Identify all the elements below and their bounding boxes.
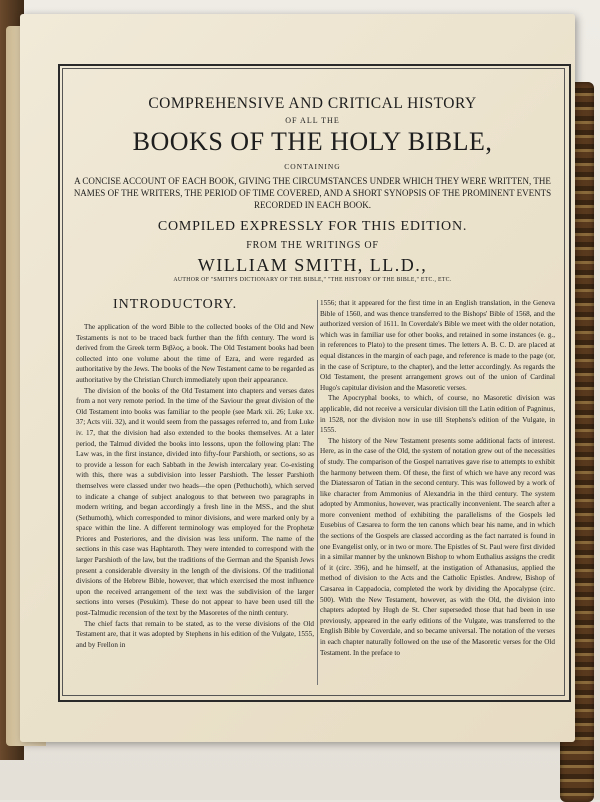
paragraph: The Apocryphal books, to which, of course, no Masoretic division was applicable, did not receive a versicular division till the Latin edition of Pagninus, in 1528, nor the division now in use till Stephens's edition of the Vulgate, in 1555. xyxy=(320,394,555,435)
paragraph: The history of the New Testament presents some additional facts of interest. Here, as in the case of the Old, the system of notation grew out of the necessities of study. The comparison of the Gospel narratives gave rise to attempts to exhibit the harmony between them. Of these, the first of which we have any record was the Diatessaron of Tatian in the second century. This was followed by a work of like character from Ammonius of Alexandria in the third century. The system adopted by Ammonius, however, was practically inconvenient. The search after a more convenient method of exhibiting the parallelisms of the Gospels led Eusebius of Cæsarea to form the ten canons which bear his name, and in which the sections of the Gospels are classed according as the fact narrated is found in one Evangelist only, or in two or more. The Epistles of St. Paul were first divided in a similar manner by the unknown Bishop to whom Euthalius assigns the credit of it (circ. 396), and he himself, at the instigation of Athanasius, applied the method of division to the Acts and the Catholic Epistles. Andrew, Bishop of Cæsarea in Cappadocia, completed the work by dividing the Apocalypse (circ. 500). With the New Testament, however, as with the Old, the division into chapters adopted by Hugh de St. Cher superseded those that had been in use previously, appeared in the early editions of the Vulgate, was transferred to the English Bible by Coverdale, and so became universal. The notation of the verses in each chapter naturally followed on the use of the Masoretic verses for the Old Testament. In the preface to xyxy=(320,436,555,657)
book-title: BOOKS OF THE HOLY BIBLE, xyxy=(132,127,493,156)
paragraph: The chief facts that remain to be stated, as to the verse divisions of the Old Testament are, that it was adopted by Stephens in his edition of the Vulgate, 1555, and by Frellon in xyxy=(76,619,314,649)
author-name: WILLIAM SMITH, LL.D., xyxy=(197,255,428,275)
heading-line1: COMPREHENSIVE AND CRITICAL HISTORY xyxy=(148,95,477,112)
paragraph: The division of the books of the Old Testament into chapters and verses dates from a not very remote period. In the time of the Saviour the great division of the Old Testament into books was familiar to the people (see Mark xii. 26; Luke xx. 37; Acts viii. 32), and it would seem from the passages referred to, and from Luke iv. 17, that the division had also extended to the books themselves. At a later period, the Talmud divided the books into lessons, upon the following plan: The Law was, in the first instance, divided into fifty-four Parshioth, or sections, so as to provide a lesson for each Sabbath in the Jewish intercalary year. Co-existing with this, there was a subdivision into lesser Parshioth. The lesser Parshioth themselves were classed under two heads—the open (Pethuchoth), which served to indicate a change of subject analogous to that between two paragraphs in modern writing, and began accordingly a fresh line in the MSS., and the shut (Sethumoth), which corresponded to minor divisions, and were marked only by a space within the line. A different terminology was employed for the Prophetæ Priores and Posteriores, and the division was less uniform. The name of the sections in this case was Haphtaroth. They were intended to correspond with the larger Parshioth of the law, but the traditions of the German and the Spanish Jews present a considerable diversity in the length of the divisions. Of the traditional divisions of the Hebrew Bible, however, that which exercised the most influence upon the received arrangement of the text was the subdivision of the larger sections into verses (Pesukim). These do not appear to have been used till the post-Talmudic recension of the text by the Masoretes of the ninth century. xyxy=(76,386,314,618)
left-column xyxy=(76,322,314,650)
paragraph: 1556; that it appeared for the first time in an English translation, in the Geneva Bible of 1560, and was thence transferred to the Bishops' Bible of 1568, and the authorized version of 1611. In Coverdale's Bible we meet with the older notation, which was in familiar use for other books, and retained in some instances (e. g., in references to Plato) to the present times. The letters A. B. C. D. are placed at equal distances in the margin of each page, and reference is made to the page (or, in the case of Scripture, to the chapter), and the letter accordingly. As regards the Old Testament, the present arrangement grows out of the union of Cardinal Hugo's capitular division and the Masoretic verses. xyxy=(320,299,555,392)
subtitle: A CONCISE ACCOUNT OF EACH BOOK, GIVING THE CIRCUMSTANCES UNDER WHICH THEY WERE WRITTEN, THE NAMES OF THE WRITERS, THE PERIOD OF TIME COVERED, AND A SHORT SYNOPSIS OF THE PROMINENT EVENTS RECORDED IN EACH BOOK. xyxy=(73,176,552,210)
right-column xyxy=(320,298,555,658)
paragraph: The application of the word Bible to the collected books of the Old and New Testaments is not to be traced back further than the fifth century. The word is derived from the Greek term Βιβλος, a book. The Old Testament books had been collected into one volume about the time of Ezra, and were regarded as authoritative by the Jews. The books of the New Testament came to be regarded as authoritative by the Christian Church immediately upon their appearance. xyxy=(76,323,314,384)
heading-of-all-the: OF ALL THE xyxy=(285,116,340,125)
compiled-line: COMPILED EXPRESSLY FOR THIS EDITION. xyxy=(157,219,468,234)
column-divider xyxy=(317,300,318,685)
from-writings-line: FROM THE WRITINGS OF xyxy=(246,240,379,251)
heading-containing: CONTAINING xyxy=(284,162,341,171)
section-title: INTRODUCTORY. xyxy=(113,297,238,312)
author-credit: AUTHOR OF "SMITH'S DICTIONARY OF THE BIBLE," "THE HISTORY OF THE BIBLE," ETC., ETC. xyxy=(173,277,452,283)
